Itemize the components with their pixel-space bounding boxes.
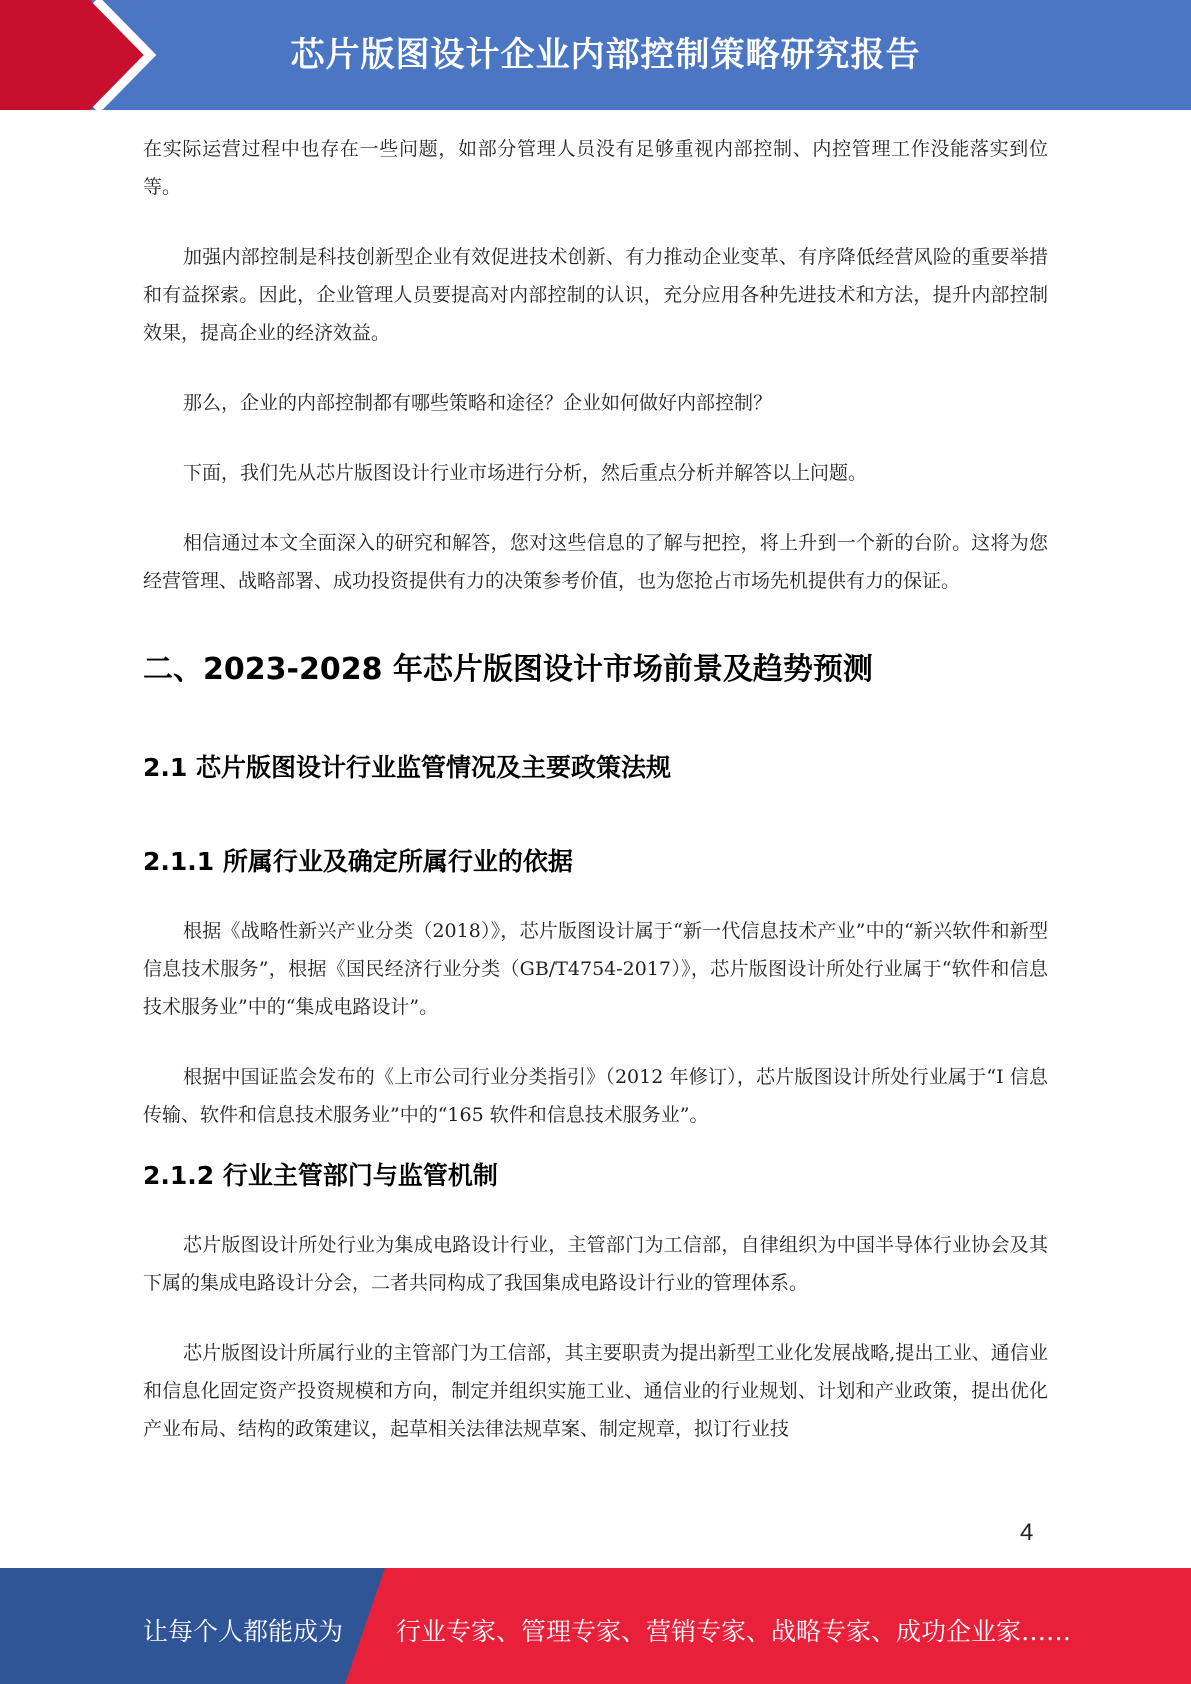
paragraph: 芯片版图设计所处行业为集成电路设计行业，主管部门为工信部，自律组织为中国半导体行业协会及其下属的集成电路设计分会，二者共同构成了我国集成电路设计行业的管理体系。 xyxy=(143,1234,1048,1294)
section-heading: 二、2023-2028 年芯片版图设计市场前景及趋势预测 xyxy=(143,652,873,687)
paragraph: 芯片版图设计所属行业的主管部门为工信部，其主要职责为提出新型工业化发展战略,提出工业、通信业和信息化固定资产投资规模和方向，制定并组织实施工业、通信业的行业规划、计划和产业政策，提出优化产业布局、结构的政策建议，起草相关法律法规草案、制定规章，拟订行业技 xyxy=(143,1342,1048,1440)
subsection-heading: 2.1 芯片版图设计行业监管情况及主要政策法规 xyxy=(143,753,671,782)
document-body xyxy=(143,130,1048,1480)
page-header xyxy=(0,0,1191,110)
report-title: 芯片版图设计企业内部控制策略研究报告 xyxy=(290,35,921,75)
subsubsection-heading: 2.1.2 行业主管部门与监管机制 xyxy=(143,1161,498,1190)
paragraph: 加强内部控制是科技创新型企业有效促进技术创新、有力推动企业变革、有序降低经营风险的重要举措和有益探索。因此，企业管理人员要提高对内部控制的认识，充分应用各种先进技术和方法，提升内部控制效果，提高企业的经济效益。 xyxy=(143,246,1048,344)
paragraph: 相信通过本文全面深入的研究和解答，您对这些信息的了解与把控，将上升到一个新的台阶。这将为您经营管理、战略部署、成功投资提供有力的决策参考价值，也为您抢占市场先机提供有力的保证。 xyxy=(143,532,1048,592)
footer-slogan-right: 行业专家、管理专家、营销专家、战略专家、成功企业家…… xyxy=(396,1617,1072,1646)
page-footer xyxy=(0,1568,1191,1684)
paragraph: 根据中国证监会发布的《上市公司行业分类指引》（2012 年修订），芯片版图设计所处行业属于“I 信息传输、软件和信息技术服务业”中的“165 软件和信息技术服务业”。 xyxy=(143,1066,1048,1126)
paragraph: 根据《战略性新兴产业分类（2018）》，芯片版图设计属于“新一代信息技术产业”中的“新兴软件和新型信息技术服务”，根据《国民经济行业分类（GB/T4754-2017）》，芯片版图设计所处行业属于“软件和信息技术服务业”中的“集成电路设计”。 xyxy=(143,920,1048,1018)
paragraph: 那么，企业的内部控制都有哪些策略和途径？企业如何做好内部控制？ xyxy=(183,392,773,414)
footer-slogan-left: 让每个人都能成为 xyxy=(143,1617,344,1646)
subsubsection-heading: 2.1.1 所属行业及确定所属行业的依据 xyxy=(143,847,573,876)
paragraph: 在实际运营过程中也存在一些问题，如部分管理人员没有足够重视内部控制、内控管理工作没能落实到位等。 xyxy=(143,138,1048,198)
page-number: 4 xyxy=(1020,1519,1034,1546)
paragraph: 下面，我们先从芯片版图设计行业市场进行分析，然后重点分析并解答以上问题。 xyxy=(183,462,868,484)
